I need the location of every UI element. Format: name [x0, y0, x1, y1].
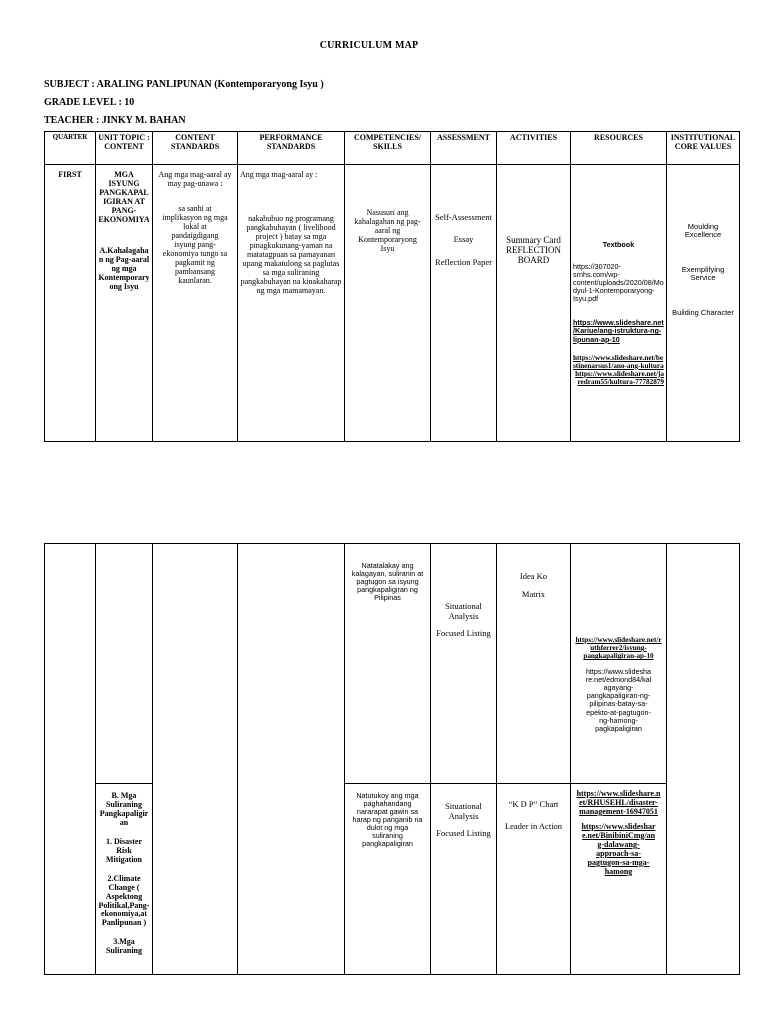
unit-item: 3.Mga Suliraning	[105, 937, 142, 956]
activity-item: “K D P” Chart	[508, 799, 559, 809]
competency-cell	[345, 784, 431, 975]
header-resources: RESOURCES	[571, 132, 667, 165]
curriculum-table-2	[44, 543, 740, 975]
quarter-cell	[45, 165, 96, 442]
resource-link[interactable]: https://www.slideshare.net/bestinenarsus1/ano-ang-kultura	[573, 353, 664, 370]
quarter-cell	[45, 544, 96, 975]
activities-cell	[497, 544, 571, 784]
performance-standards-body: nakabubuo ng programang pangkabuhayan ( livelihood project ) batay sa mga pinagkukunang-yaman na matatagpuan sa pamayanan upang makatulong sa paglutas sa mga suliraning pangkabuhayan na kinakaharap ng mga mamamayan.	[240, 213, 342, 295]
unit-item: 2.Climate Change ( Aspektong Politikal,Pang-ekonomiya,at Panlipunan )	[98, 873, 150, 928]
quarter-label: FIRST	[58, 170, 82, 179]
assessment-cell	[431, 784, 497, 975]
assessment-item: Situational Analysis	[445, 801, 482, 821]
header-assessment: ASSESSMENT	[431, 132, 497, 165]
content-standards-intro: Ang mga mag-aaral ay may pag-unawa :	[158, 170, 232, 188]
unit-title: B. Mga Suliraning Pangkapaligiran	[99, 791, 149, 827]
activity-item: Leader in Action	[504, 820, 563, 831]
resources-cell	[571, 784, 667, 975]
resource-link[interactable]: https://www.slideshare.net/ruthferrer2/isyung-pangkapaligiran-ap-10	[575, 636, 662, 661]
unit-topic-cell	[96, 544, 153, 784]
assessment-cell	[431, 165, 497, 442]
assessment-item: Focused Listing	[436, 628, 491, 639]
table-row	[45, 784, 740, 975]
activities-cell	[497, 784, 571, 975]
resource-link[interactable]: https://www.slideshare.net/Kariue/ang-istruktura-ng-lipunan-ap-10	[573, 318, 664, 344]
core-value-item: Moulding Excellence	[684, 222, 722, 240]
header-competencies: COMPETENCIES/ SKILLS	[345, 132, 431, 165]
content-standards-cell	[153, 544, 238, 975]
resource-link[interactable]: https://www.slideshare.net/jaredram55/kultura-77782879	[575, 369, 664, 386]
performance-standards-intro: Ang mga mag-aaral ay :	[240, 170, 318, 179]
unit-item: 1. Disaster Risk Mitigation	[106, 836, 142, 864]
core-values-cell	[667, 544, 740, 975]
core-value-item: Exemplifying Service	[681, 264, 725, 283]
activity-item: Summary Card	[506, 235, 561, 245]
header-performance-standards: PERFORMANCE STANDARDS	[238, 132, 345, 165]
unit-subtopic: A.Kahalagahan ng Pag-aaral ng mga Kontemporaryong Isyu	[98, 245, 150, 291]
table-row	[45, 165, 740, 442]
core-value-item: Building Character	[672, 307, 734, 317]
resource-link[interactable]: https://www.slideshare.net/edmond84/kalagayang-pangkapaligiran-ng-pilipinas-batay-sa-epekto-at-pagtugon-ng-hamong-pagkapaligiran	[585, 667, 652, 733]
document-title: CURRICULUM MAP	[319, 40, 419, 51]
activity-item: Matrix	[521, 588, 546, 599]
subject-line: SUBJECT : ARALING PANLIPUNAN (Kontemporaryong Isyu )	[44, 79, 324, 90]
resource-link[interactable]: https://307020-srnhs.com/wp-content/uploads/2020/08/Modyul-1-Kontemporaryong-Isyu.pdf	[573, 262, 664, 304]
assessment-item: Essay	[453, 233, 474, 244]
resource-link[interactable]: https://www.slideshare.net/BinibiniCmg/ang-dalawang-approach-sa-pagtugon-sa-mga-hamong	[581, 821, 656, 876]
competency-text: Natatalakay ang kalagayan, suliranin at pagtugon sa isyung pangkapaligiran ng Pilipinas	[351, 561, 424, 603]
activity-item: REFLECTION BOARD	[506, 245, 561, 266]
performance-standards-cell	[238, 544, 345, 975]
unit-title: MGA ISYUNG PANGKAPALIGIRAN AT PANG-EKONOMIYA	[98, 170, 150, 224]
assessment-item: Situational Analysis	[445, 601, 482, 621]
table-row	[45, 544, 740, 784]
competency-text: Nasusuri ang kahalagahan ng pag-aaral ng Kontemporaryong Isyu	[354, 208, 421, 253]
teacher-line: TEACHER : JINKY M. BAHAN	[44, 115, 186, 126]
competency-cell	[345, 544, 431, 784]
assessment-item: Self-Assessment	[435, 212, 492, 222]
assessment-cell	[431, 544, 497, 784]
assessment-item: Reflection Paper	[435, 257, 492, 268]
resource-textbook: Textbook	[602, 240, 635, 249]
curriculum-table-1	[44, 131, 740, 442]
competency-cell	[345, 165, 431, 442]
content-standards-body: sa sanhi at implikasyon ng mga lokal at pandaigdigang isyung pang-ekonomiya tungo sa pagkamit ng pambansang kaunlaran.	[162, 203, 228, 285]
resources-cell	[571, 165, 667, 442]
unit-topic-cell	[96, 784, 153, 975]
header-content-standards: CONTENT STANDARDS	[153, 132, 238, 165]
header-quarter: QUARTER	[45, 132, 96, 165]
performance-standards-cell	[238, 165, 345, 442]
header-core-values: INSTITUTIONAL CORE VALUES	[667, 132, 740, 165]
resource-link[interactable]: https://www.slideshare.net/RHUSEHL/disaster-management-16947051	[576, 789, 661, 816]
resources-cell	[571, 544, 667, 784]
activities-cell	[497, 165, 571, 442]
header-unit-topic: UNIT TOPIC : CONTENT	[96, 132, 153, 165]
grade-level-line: GRADE LEVEL : 10	[44, 97, 135, 108]
content-standards-cell	[153, 165, 238, 442]
core-values-cell	[667, 165, 740, 442]
unit-topic-cell	[96, 165, 153, 442]
competency-text: Natutukoy ang mga paghahandang nararapat gawin sa harap ng panganib na dulot ng mga suliraning pangkapaligiran	[352, 791, 423, 849]
activity-item: Idea Ko	[519, 571, 548, 581]
header-activities: ACTIVITIES	[497, 132, 571, 165]
assessment-item: Focused Listing	[436, 828, 491, 839]
header-row	[45, 132, 740, 165]
